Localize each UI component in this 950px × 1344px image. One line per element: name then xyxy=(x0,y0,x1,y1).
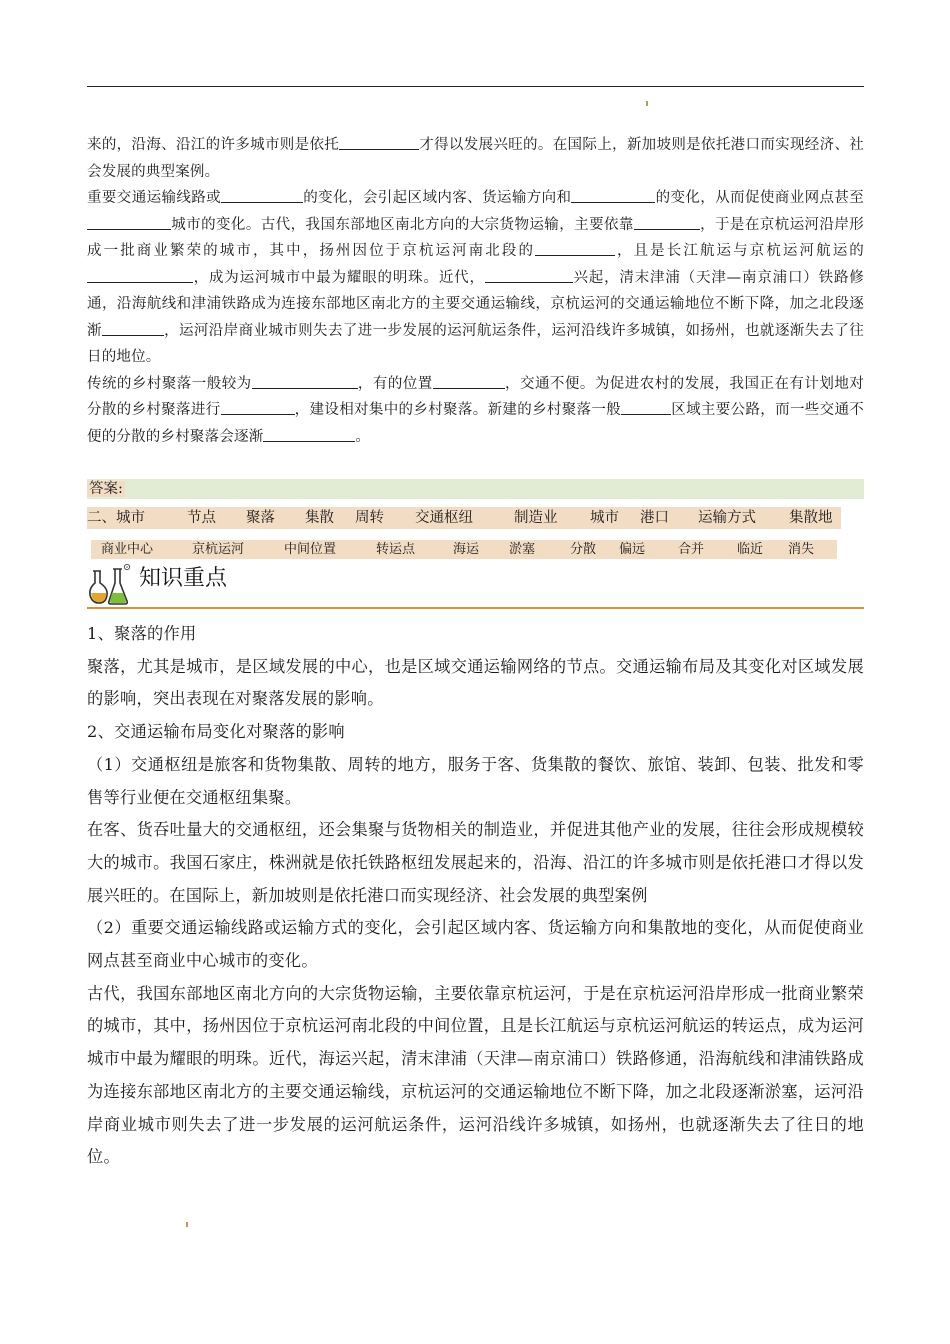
answer-item: 集散 xyxy=(305,510,334,526)
answer-row-1 xyxy=(87,507,841,529)
paragraph-2: 重要交通运输线路或 的变化，会引起区域内客、货运输方向和 的变化，从而促使商业网点甚至城市的变化。古代，我国东部地区南北方向的大宗货物运输，主要依靠 ，于是在京杭运河沿岸形成一批商业繁荣的城市，其中，扬州因位于京杭运河南北段的 ，且是长江航运与京杭运河航运的，成为运河城市中最为耀眼的明珠。近代， 兴起，清末津浦（天津—南京浦口）铁路修通，沿海航线和津浦铁路成为连接东部地区南北方的主要交通运输线，京杭运河的交通运输地位不断下降，加之北段逐渐 ，运河沿岸商业城市则失去了进一步发展的运河航运条件，运河沿线许多城镇，如扬州，也就逐渐失去了往日的地位。 xyxy=(87,185,864,371)
paragraph: （1）交通枢纽是旅客和货物集散、周转的地方，服务于客、货集散的餐饮、旅馆、装卸、包装、批发和零售等行业便在交通枢纽集聚。 xyxy=(87,754,864,807)
knowledge-body xyxy=(87,618,864,1174)
blank[interactable] xyxy=(571,187,655,203)
blank[interactable] xyxy=(263,426,355,442)
answer-item: 商业中心 xyxy=(101,542,154,557)
blank[interactable] xyxy=(102,320,164,336)
heading-1: 1、聚落的作用 xyxy=(87,624,197,643)
answer-item: 消失 xyxy=(788,542,815,557)
answer-item: 转运点 xyxy=(376,542,416,557)
scan-speck xyxy=(186,1222,188,1227)
blank[interactable] xyxy=(535,240,615,256)
paragraph-1: 来的，沿海、沿江的许多城市则是依托 才得以发展兴旺的。在国际上，新加坡则是依托港口而实现经济、社会发展的典型案例。 xyxy=(87,132,864,185)
answer-heading: 答案: xyxy=(87,479,864,499)
blank[interactable] xyxy=(339,134,419,150)
paragraph-3: 传统的乡村聚落一般较为 ，有的位置 ，交通不便。为促进农村的发展，我国正在有计划地对分散的乡村聚落进行 ，建设相对集中的乡村聚落。新建的乡村聚落一般 区域主要公路，而一些交通不便的分散的乡村聚落会逐渐 。 xyxy=(87,371,864,451)
blank[interactable] xyxy=(87,267,193,283)
paragraph: （2）重要交通运输线路或运输方式的变化，会引起区域内客、货运输方向和集散地的变化，从而促使商业网点甚至商业中心城市的变化。 xyxy=(87,918,864,971)
section-title: 知识重点 xyxy=(139,566,228,591)
answer-row-2 xyxy=(91,540,837,559)
blank[interactable] xyxy=(221,399,295,415)
answer-item: 运输方式 xyxy=(698,510,756,526)
answer-item: 淤塞 xyxy=(509,542,536,557)
answer-item: 城市 xyxy=(590,510,619,526)
paragraph: 古代，我国东部地区南北方向的大宗货物运输，主要依靠京杭运河，于是在京杭运河沿岸形成一批商业繁荣的城市，其中，扬州因位于京杭运河南北段的中间位置，且是长江航运与京杭运河航运的转运点，成为运河城市中最为耀眼的明珠。近代，海运兴起，清末津浦（天津—南京浦口）铁路修通，沿海航线和津浦铁路成为连接东部地区南北方的主要交通运输线，京杭运河的交通运输地位不断下降，加之北段逐渐淤塞，运河沿岸商业城市则失去了进一步发展的运河航运条件，运河沿线许多城镇，如扬州，也就逐渐失去了往日的地位。 xyxy=(87,983,864,1167)
blank[interactable] xyxy=(485,267,573,283)
fill-in-section xyxy=(87,132,864,450)
paragraph: 在客、货吞吐量大的交通枢纽，还会集聚与货物相关的制造业，并促进其他产业的发展，往往会形成规模较大的城市。我国石家庄，株洲就是依托铁路枢纽发展起来的，沿海、沿江的许多城市则是依托港口才得以发展兴旺的。在国际上，新加坡则是依托港口而实现经济、社会发展的典型案例 xyxy=(87,820,864,905)
answer-item: 海运 xyxy=(453,542,480,557)
answer-item: 节点 xyxy=(187,510,216,526)
answer-item: 周转 xyxy=(355,510,384,526)
header-rule xyxy=(87,86,864,87)
answer-item: 交通枢纽 xyxy=(415,510,473,526)
answer-item: 聚落 xyxy=(246,510,275,526)
flask-icon xyxy=(87,563,135,605)
paragraph: 聚落，尤其是城市，是区域发展的中心，也是区域交通运输网络的节点。交通运输布局及其变化对区域发展的影响，突出表现在对聚落发展的影响。 xyxy=(87,656,864,709)
answer-item: 集散地 xyxy=(789,510,833,526)
blank[interactable] xyxy=(433,373,505,389)
knowledge-header xyxy=(87,563,864,609)
blank[interactable] xyxy=(87,214,171,230)
blank[interactable] xyxy=(621,399,671,415)
answer-item: 制造业 xyxy=(514,510,558,526)
blank[interactable] xyxy=(252,373,358,389)
scan-speck xyxy=(646,101,648,106)
answer-item: 合并 xyxy=(678,542,705,557)
answer-item: 二、城市 xyxy=(87,510,145,526)
answer-item: 偏远 xyxy=(619,542,646,557)
answer-item: 中间位置 xyxy=(284,542,337,557)
answer-item: 京杭运河 xyxy=(192,542,245,557)
answer-item: 临近 xyxy=(737,542,764,557)
heading-2: 2、交通运输布局变化对聚落的影响 xyxy=(87,722,345,742)
blank[interactable] xyxy=(221,187,303,203)
answer-item: 分散 xyxy=(570,542,597,557)
blank[interactable] xyxy=(634,214,700,230)
answer-item: 港口 xyxy=(640,510,669,526)
